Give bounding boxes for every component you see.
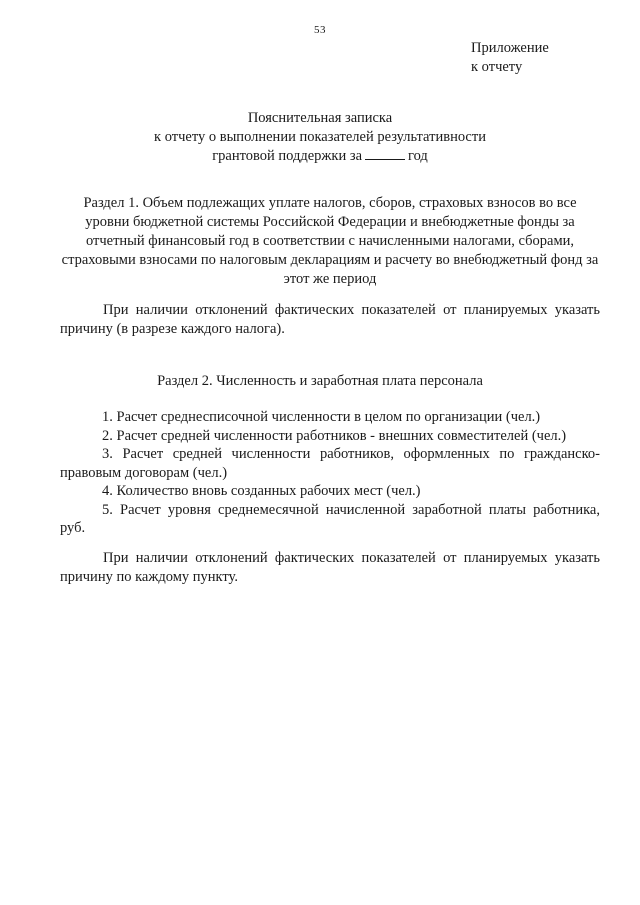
appendix-line-1: Приложение (471, 40, 549, 56)
section-1-note: При наличии отклонений фактических показателей от планируемых указать причину (в разрезе каждого налога). (60, 302, 600, 337)
list-item: 5. Расчет уровня среднемесячной начисленной заработной платы работника, руб. (60, 501, 600, 536)
page-number: 53 (314, 24, 326, 36)
title-line-3-after: год (408, 148, 428, 164)
list-item: 1. Расчет среднесписочной численности в целом по организации (чел.) (102, 409, 541, 425)
document-title (0, 109, 640, 166)
list-item: 4. Количество вновь созданных рабочих мест (чел.) (102, 483, 421, 499)
title-line-1: Пояснительная записка (247, 110, 393, 126)
section-2-list (60, 408, 600, 538)
section-2-note: При наличии отклонений фактических показателей от планируемых указать причину по каждому пункту. (60, 550, 600, 585)
appendix-label (471, 39, 549, 77)
title-line-3 (0, 147, 640, 166)
section-2-heading: Раздел 2. Численность и заработная плата персонала (157, 373, 483, 389)
year-blank-field (365, 147, 405, 160)
list-item: 3. Расчет средней численности работников, оформленных по гражданско-правовым договорам (чел.) (60, 446, 600, 481)
title-line-3-before: грантовой поддержки за (212, 148, 363, 164)
list-item: 2. Расчет средней численности работников - внешних совместителей (чел.) (102, 427, 567, 444)
title-line-2: к отчету о выполнении показателей результативности (154, 129, 486, 145)
section-1-heading: Раздел 1. Объем подлежащих уплате налогов, сборов, страховых взносов во все уровни бюджетной системы Российской Федерации и внебюджетные фонды за отчетный финансовый год в соответствии с начисленными налогами, сборами, страховыми взносами по налоговым декларациям и расчету во внебюджетный фонд за этот же период (61, 195, 599, 287)
appendix-line-2: к отчету (471, 59, 523, 75)
